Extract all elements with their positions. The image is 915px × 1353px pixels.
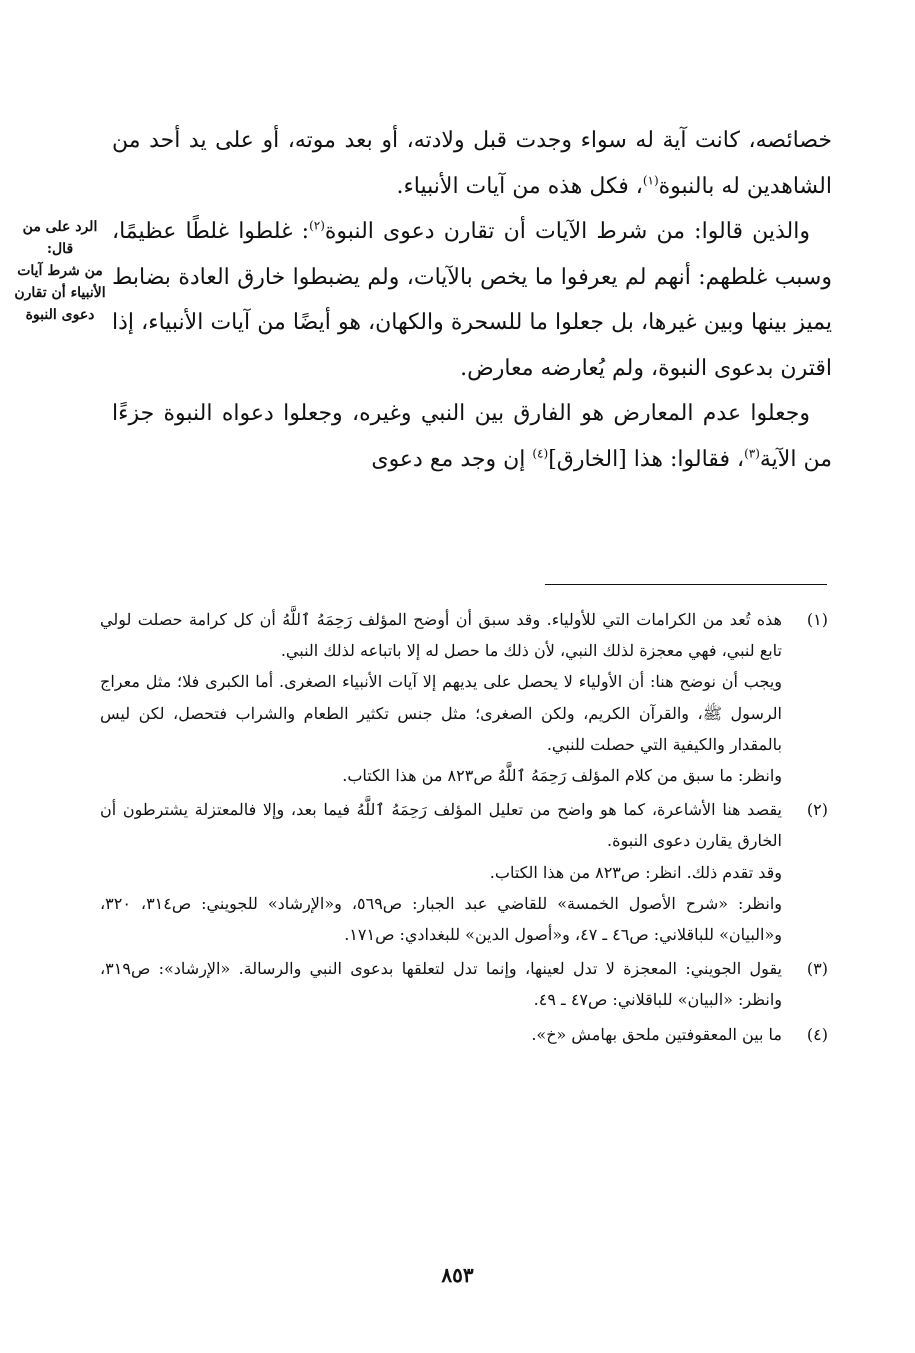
main-paragraph-2 — [112, 209, 832, 391]
footnote-3 — [100, 953, 828, 1015]
main-paragraph-3 — [112, 391, 832, 482]
footnote-number: (٤) — [806, 1024, 828, 1044]
footnote-ref-3[interactable]: (٣) — [744, 446, 760, 461]
margin-note-line: من شرط آيات — [17, 263, 103, 279]
footnote-paragraph: هذه تُعد من الكرامات التي للأولياء. وقد سبق أن أوضح المؤلف رَحِمَهُ ٱللَّهُ أن كل كرامة حصلت لولي تابع لنبي، فهي معجزة لذلك النبي، لأن ذلك ما حصل له إلا باتباعه لذلك النبي. — [100, 610, 782, 661]
main-text-span: : غلطوا غلطًا عظيمًا، وسبب غلطهم: أنهم لم يعرفوا ما يخص بالآيات، ولم يضبطوا خارق العادة بضابط يميز بينها وبين غيرها، بل جعلوا ما للسحرة والكهان، هو أيضًا من آيات الأنبياء، إذا اقترن بدعوى النبوة، ولم يُعارضه معارض. — [112, 219, 832, 381]
footnote-number: (٢) — [806, 800, 828, 820]
footnote-number: (١) — [806, 610, 828, 629]
footnote-paragraph: يقصد هنا الأشاعرة، كما هو واضح من تعليل المؤلف رَحِمَهُ ٱللَّهُ فيما بعد، وإلا فالمعتزلة يشترطون أن الخارق يقارن دعوى النبوة. — [100, 800, 782, 851]
footnote-divider — [545, 584, 827, 585]
main-paragraph-1 — [112, 118, 832, 209]
main-text-span: وجعلوا عدم المعارض هو الفارق بين النبي وغيره، وجعلوا دعواه النبوة جزءًا من الآية — [112, 401, 832, 472]
main-text-span: إن وجد مع دعوى — [371, 446, 533, 472]
footnote-ref-2[interactable]: (٢) — [309, 218, 325, 233]
main-text-span: خصائصه، كانت آية له سواء وجدت قبل ولادته، أو بعد موته، أو على يد أحد من الشاهدين له بالنبوة — [112, 128, 832, 199]
footnote-number: (٣) — [806, 959, 828, 979]
footnote-ref-4[interactable]: (٤) — [532, 446, 549, 461]
margin-note-line: الرد على من قال: — [22, 219, 98, 257]
page-number: ٨٥٣ — [441, 1263, 474, 1287]
footnote-2 — [100, 794, 828, 950]
footnote-paragraph: وانظر: «شرح الأصول الخمسة» للقاضي عبد الجبار: ص٥٦٩، و«الإرشاد» للجويني: ص٣١٤، ٣٢٠، و«البيان» للباقلاني: ص٤٦ ـ ٤٧، و«أصول الدين» للبغدادي: ص١٧١. — [100, 893, 783, 945]
main-text-span: ، فكل هذه من آيات الأنبياء. — [396, 173, 643, 199]
main-text-span: ، فقالوا: هذا [الخارق] — [548, 446, 745, 472]
main-text-span: والذين قالوا: من شرط الآيات أن تقارن دعوى النبوة — [324, 219, 810, 244]
footnote-paragraph: وانظر: ما سبق من كلام المؤلف رَحِمَهُ ٱللَّهُ ص٨٢٣ من هذا الكتاب. — [342, 766, 782, 786]
footnote-4 — [100, 1019, 828, 1050]
footnote-paragraph: وقد تقدم ذلك. انظر: ص٨٢٣ من هذا الكتاب. — [489, 862, 782, 882]
footnote-ref-1[interactable]: (١) — [642, 173, 659, 188]
margin-note — [8, 216, 112, 326]
footnote-paragraph: يقول الجويني: المعجزة لا تدل لعينها، وإنما تدل لتعلقها بدعوى النبي والرسالة. «الإرشاد»: ص٣١٩، وانظر: «البيان» للباقلاني: ص٤٧ ـ ٤٩. — [100, 959, 782, 1010]
margin-note-line: دعوى النبوة — [25, 307, 95, 323]
margin-note-line: الأنبياء أن تقارن — [14, 285, 106, 301]
footnote-paragraph: ما بين المعقوفتين ملحق بهامش «خ». — [531, 1024, 782, 1044]
main-text — [112, 118, 832, 482]
footnotes — [100, 604, 828, 1050]
footnote-1 — [100, 604, 828, 791]
footnote-paragraph: ويجب أن نوضح هنا: أن الأولياء لا يحصل على يديهم إلا آيات الأنبياء الصغرى. أما الكبرى فلا؛ مثل معراج الرسول ﷺ، والقرآن الكريم، ولكن الصغرى؛ مثل جنس تكثير الطعام والشراب فتحصل، لكن ليس بالمقدار والكيفية التي حصلت للنبي. — [100, 672, 782, 754]
